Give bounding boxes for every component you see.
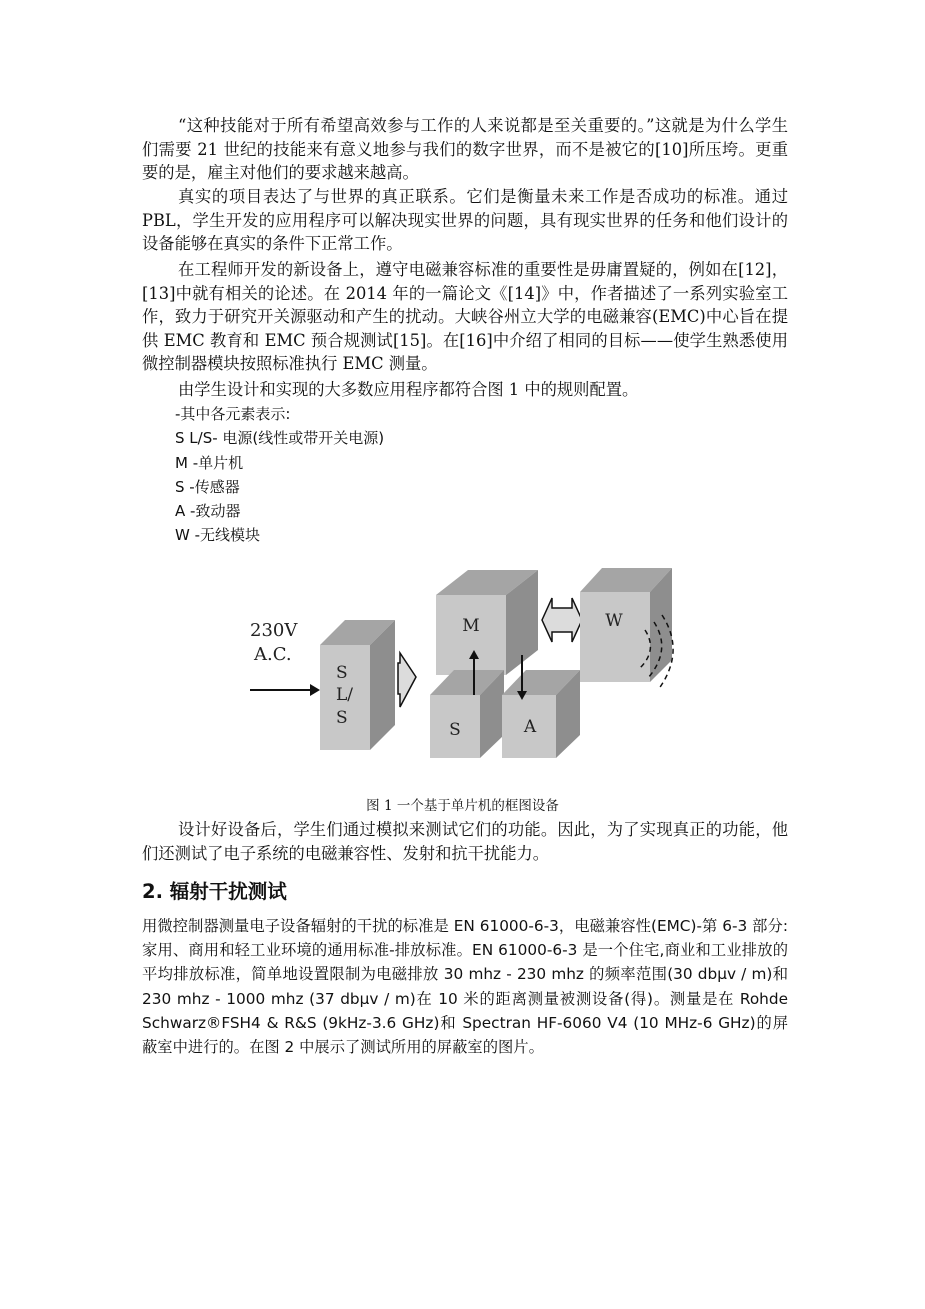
section-heading: 2. 辐射干扰测试 [142, 880, 287, 903]
figure-caption: 图 1 一个基于单片机的框图设备 [366, 798, 559, 814]
paragraph-emission-standard: 用微控制器测量电子设备辐射的干扰的标准是 EN 61000-6-3，电磁兼容性(EMC)-第 6-3 部分:家用、商用和轻工业环境的通用标准-排放标准。EN 61000-6-3 是一个住宅,商业和工业排放的平均排放标准，简单地设置限制为电磁排放 30 mhz - 230 mhz 的频率范围(30 dbμv / m)和 230 mhz - 1000 mhz (37 dbμv / m)在 10 米的距离测量被测设备(得)。测量是在 Rohde Schwarz®FSH4 & R&S (9kHz-3.6 GHz)和 Spectran HF-6060 V4 (10 MHz-6 GHz)的屏蔽室中进行的。在图 2 中展示了测试所用的屏蔽室的图片。 [142, 917, 788, 1057]
input-arrow-head [310, 684, 320, 696]
sls-label-s2: S [336, 708, 348, 728]
legend-item: S L/S- 电源(线性或带开关电源) [175, 429, 385, 448]
s-label: S [449, 720, 461, 740]
legend-item: S -传感器 [175, 477, 240, 496]
sls-label-l: L/ [336, 685, 354, 705]
w-block-front [580, 592, 650, 682]
block-diagram-figure [240, 560, 680, 760]
paragraph-skills: “这种技能对于所有希望高效参与工作的人来说都是至关重要的。”这就是为什么学生们需要 21 世纪的技能来有意义地参与我们的数字世界，而不是被它的[10]所压垮。更重要的是，雇主对他们的要求越来越高。 [142, 116, 788, 182]
paragraph-figure-intro: 由学生设计和实现的大多数应用程序都符合图 1 中的规则配置。 [178, 380, 639, 399]
legend-item: W -无线模块 [175, 526, 261, 545]
paragraph-emc-standards: 在工程师开发的新设备上，遵守电磁兼容标准的重要性是毋庸置疑的，例如在[12]，[13]中就有相关的论述。在 2014 年的一篇论文《[14]》中，作者描述了一系列实验室工作，致力于研究开关源驱动和产生的扰动。大峡谷州立大学的电磁兼容(EMC)中心旨在提供 EMC 教育和 EMC 预合规测试[15]。在[16]中介绍了相同的目标——使学生熟悉使用微控制器模块按照标准执行 EMC 测量。 [142, 260, 788, 373]
sls-label-s: S [336, 663, 348, 683]
input-voltage-label: 230V [250, 620, 298, 641]
a-label: A [523, 717, 537, 737]
input-ac-label: A.C. [254, 644, 292, 665]
w-label: W [605, 611, 623, 631]
legend-item: M -单片机 [175, 453, 244, 472]
m-label: M [462, 616, 480, 636]
legend-item: A -致动器 [175, 502, 241, 521]
legend-intro: -其中各元素表示: [175, 405, 291, 423]
wireless-link-arrow [542, 598, 582, 642]
paragraph-after-design: 设计好设备后，学生们通过模拟来测试它们的功能。因此，为了实现真正的功能，他们还测试了电子系统的电磁兼容性、发射和抗干扰能力。 [142, 820, 788, 863]
element-legend [175, 402, 384, 548]
power-flow-arrow [398, 653, 416, 707]
paragraph-real-projects: 真实的项目表达了与世界的真正联系。它们是衡量未来工作是否成功的标准。通过 PBL，学生开发的应用程序可以解决现实世界的问题，具有现实世界的任务和他们设计的设备能够在真实的条件下正常工作。 [142, 187, 788, 253]
